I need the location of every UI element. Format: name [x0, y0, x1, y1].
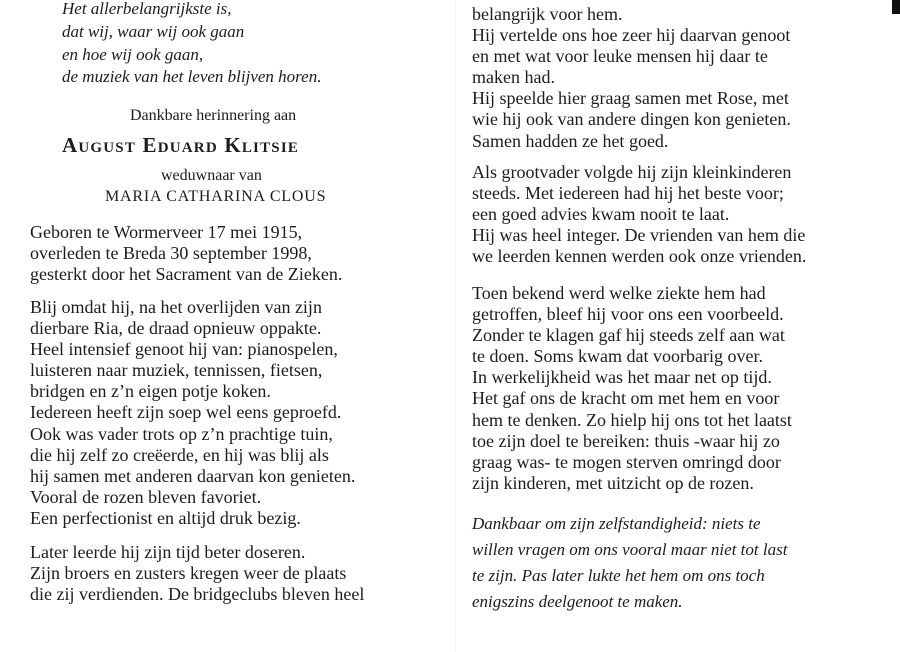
text-line: te doen. Soms kwam dat voorbarig over.	[472, 346, 763, 367]
vital-info	[30, 222, 342, 285]
text-line: we leerden kennen werden ook onze vrienden.	[472, 246, 807, 267]
text-line: zijn kinderen, met uitzicht op de rozen.	[472, 472, 754, 493]
text-line: Zonder te klagen gaf hij steeds zelf aan wat	[472, 325, 785, 346]
closing-line: Dankbaar om zijn zelfstandigheid: niets te	[472, 514, 761, 533]
right-paragraph-1	[472, 4, 791, 152]
text-line: gesterkt door het Sacrament van de Zieken.	[30, 264, 343, 285]
text-line: belangrijk voor hem.	[472, 4, 623, 24]
text-line: die zij verdienden. De bridgeclubs bleven heel	[30, 584, 365, 605]
text-line: Blij omdat hij, na het overlijden van zijn	[30, 297, 322, 317]
text-line: hij samen met anderen daarvan kon genieten.	[30, 465, 356, 486]
text-line: Een perfectionist en altijd druk bezig.	[30, 507, 301, 528]
paragraph-2	[30, 542, 364, 605]
right-paragraph-3	[472, 283, 792, 494]
closing-line: te zijn. Pas later lukte het hem om ons toch	[472, 566, 765, 585]
text-line: Als grootvader volgde hij zijn kleinkinderen	[472, 162, 792, 182]
text-line: steeds. Met iedereen had hij het beste voor;	[472, 183, 784, 204]
text-line: Toen bekend werd welke ziekte hem had	[472, 283, 766, 303]
text-line: Zijn broers en zusters kregen weer de plaats	[30, 563, 347, 584]
text-line: Ook was vader trots op z’n prachtige tuin,	[30, 423, 333, 444]
relation-line: weduwnaar van	[161, 167, 262, 184]
text-line: Hij was heel integer. De vrienden van hem die	[472, 225, 806, 246]
text-line: Geboren te Wormerveer 17 mei 1915,	[30, 222, 303, 242]
right-paragraph-2	[472, 162, 806, 267]
text-line: getroffen, bleef hij voor ons een voorbeeld.	[472, 304, 784, 325]
text-line: Heel intensief genoot hij van: pianospelen,	[30, 339, 338, 360]
text-line: luisteren naar muziek, tennissen, fietsen,	[30, 360, 323, 381]
text-line: hem te denken. Zo hielp hij ons tot het laatst	[472, 409, 792, 430]
poem-line: dat wij, waar wij ook gaan	[62, 21, 245, 41]
closing-line: willen vragen om ons vooral maar niet tot last	[472, 540, 788, 559]
text-line: dierbare Ria, de draad opnieuw oppakte.	[30, 318, 322, 339]
text-line: Iedereen heeft zijn soep wel eens geproefd.	[30, 402, 342, 423]
closing-line: enigszins deelgenoot te maken.	[472, 592, 683, 611]
text-line: een goed advies kwam nooit te laat.	[472, 204, 730, 225]
opening-poem	[62, 0, 321, 89]
closing-paragraph	[472, 511, 787, 615]
spouse-name: MARIA CATHARINA CLOUS	[105, 188, 327, 205]
text-line: graag was- te mogen sterven omringd door	[472, 451, 781, 472]
text-line: wie hij ook van andere dingen kon genieten.	[472, 109, 791, 130]
text-line: Samen hadden ze het goed.	[472, 130, 669, 151]
text-line: Hij speelde hier graag samen met Rose, met	[472, 88, 789, 109]
text-line: Het gaf ons de kracht om met hem en voor	[472, 388, 780, 409]
text-line: In werkelijkheid was het maar net op tijd.	[472, 367, 772, 388]
text-line: bridgen en z’n eigen potje koken.	[30, 381, 271, 402]
text-line: overleden te Breda 30 september 1998,	[30, 243, 312, 264]
fold-line	[455, 0, 456, 652]
scan-edge-mark	[892, 0, 900, 14]
text-line: toe zijn doel te bereiken: thuis -waar hij zo	[472, 430, 780, 451]
text-line: Later leerde hij zijn tijd beter doseren.	[30, 542, 306, 562]
deceased-name: August Eduard Klitsie	[62, 133, 300, 157]
poem-line: en hoe wij ook gaan,	[62, 44, 204, 64]
text-line: Hij vertelde ons hoe zeer hij daarvan genoot	[472, 25, 791, 46]
text-line: die hij zelf zo creëerde, en hij was blij als	[30, 444, 329, 465]
paragraph-1	[30, 297, 355, 529]
text-line: maken had.	[472, 67, 555, 88]
text-line: en met wat voor leuke mensen hij daar te	[472, 46, 768, 67]
poem-line: Het allerbelangrijkste is,	[62, 0, 232, 18]
dedication-line: Dankbare herinnering aan	[130, 107, 297, 124]
poem-line: de muziek van het leven blijven horen.	[62, 67, 322, 87]
text-line: Vooral de rozen bleven favoriet.	[30, 486, 262, 507]
